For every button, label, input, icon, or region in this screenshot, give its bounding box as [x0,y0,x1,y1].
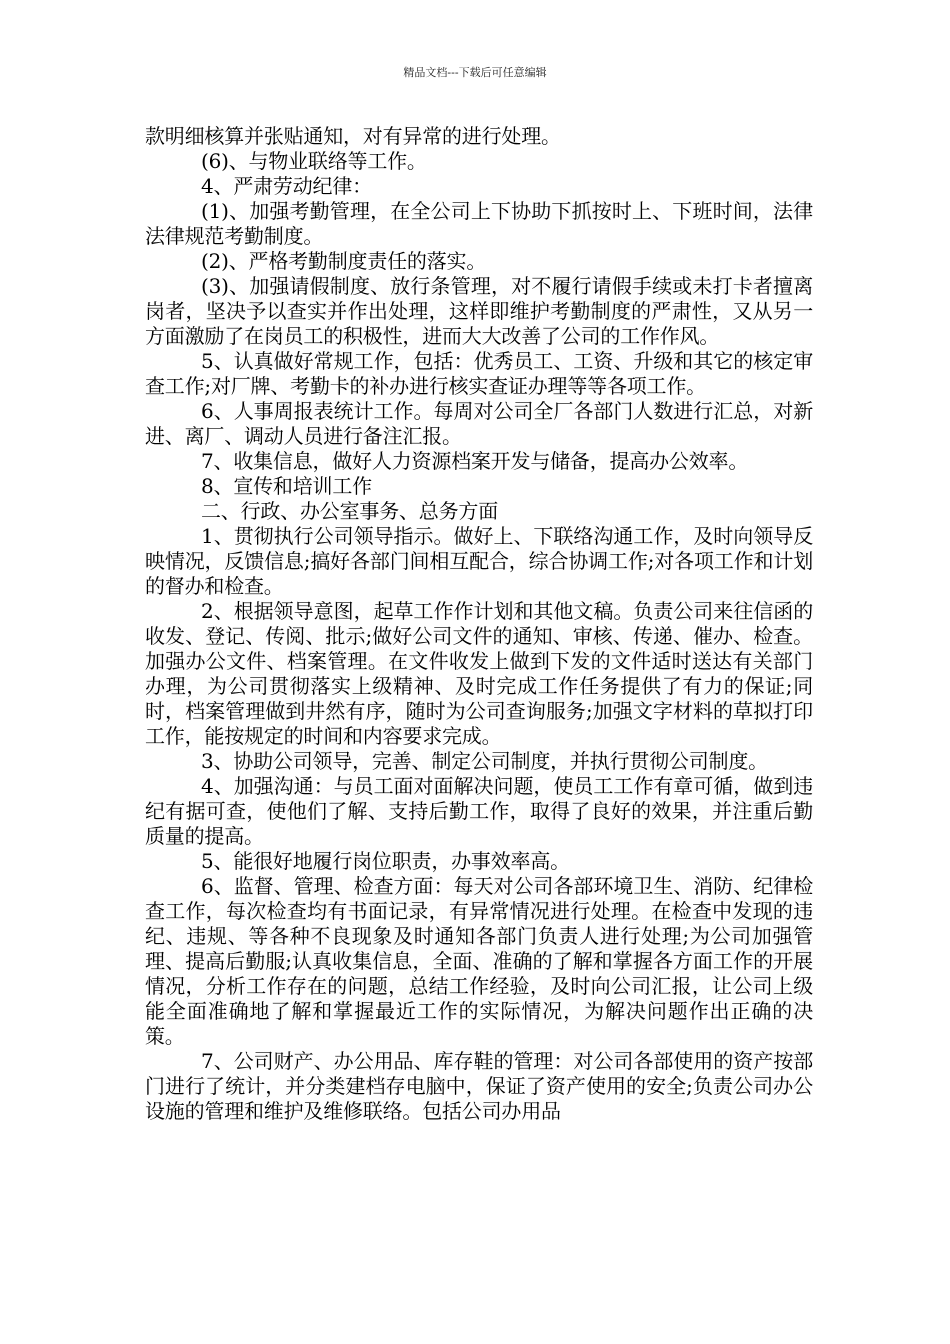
paragraph: 5、能很好地履行岗位职责，办事效率高。 [201,849,570,873]
paragraph: 7、公司财产、办公用品、库存鞋的管理：对公司各部使用的资产按部门进行了统计，并分类建档存电脑中，保证了资产使用的安全;负责公司办公设施的管理和维护及维修联络。包括公司办用品 [145,1049,813,1123]
page-header: 精品文档---下载后可任意编辑 [403,66,547,79]
section-heading: 4、严肃劳动纪律： [201,174,372,198]
paragraph: 6、监督、管理、检查方面：每天对公司各部环境卫生、消防、纪律检查工作，每次检查均有书面记录，有异常情况进行处理。在检查中发现的违纪、违规、等各种不良现象及时通知各部门负责人进行处理;为公司加强管理、提高后勤服;认真收集信息，全面、准确的了解和掌握各方面工作的开展情况，分析工作存在的问题，总结工作经验，及时向公司汇报，让公司上级能全面准确地了解和掌握最近工作的实际情况，为解决问题作出正确的决策。 [145,874,813,1048]
paragraph: 款明细核算并张贴通知，对有异常的进行处理。 [145,124,561,148]
paragraph: 1、贯彻执行公司领导指示。做好上、下联络沟通工作，及时向领导反映情况，反馈信息;搞好各部门间相互配合，综合协调工作;对各项工作和计划的督办和检查。 [145,524,813,598]
section-heading: 8、宣传和培训工作 [201,474,372,498]
paragraph: 4、加强沟通：与员工面对面解决问题，使员工工作有章可循，做到违纪有据可查，使他们了解、支持后勤工作，取得了良好的效果，并注重后勤质量的提高。 [145,774,813,848]
paragraph: 7、收集信息，做好人力资源档案开发与储备，提高办公效率。 [201,449,749,473]
section-heading: 二、行政、办公室事务、总务方面 [201,499,498,523]
paragraph: 6、人事周报表统计工作。每周对公司全厂各部门人数进行汇总，对新进、离厂、调动人员进行备注汇报。 [145,399,813,448]
paragraph: (2)、严格考勤制度责任的落实。 [201,249,487,273]
paragraph: 3、协助公司领导，完善、制定公司制度，并执行贯彻公司制度。 [201,749,768,773]
paragraph: 2、根据领导意图，起草工作作计划和其他文稿。负责公司来往信函的收发、登记、传阅、批示;做好公司文件的通知、审核、传递、催办、检查。加强办公文件、档案管理。在文件收发上做到下发的文件适时送达有关部门办理，为公司贯彻落实上级精神、及时完成工作任务提供了有力的保证;同时，档案管理做到井然有序，随时为公司查询服务;加强文字材料的草拟打印工作，能按规定的时间和内容要求完成。 [145,599,813,748]
paragraph: (3)、加强请假制度、放行条管理，对不履行请假手续或未打卡者擅离岗者，坚决予以查实并作出处理，这样即维护考勤制度的严肃性，又从另一方面激励了在岗员工的积极性，进而大大改善了公司的工作作风。 [145,274,813,348]
paragraph: 5、认真做好常规工作，包括：优秀员工、工资、升级和其它的核定审查工作;对厂牌、考勤卡的补办进行核实查证办理等等各项工作。 [145,349,813,398]
paragraph: (1)、加强考勤管理，在全公司上下协助下抓按时上、下班时间，法律法律规范考勤制度。 [145,199,813,248]
paragraph: (6)、与物业联络等工作。 [201,149,427,173]
document-body [145,124,813,1124]
